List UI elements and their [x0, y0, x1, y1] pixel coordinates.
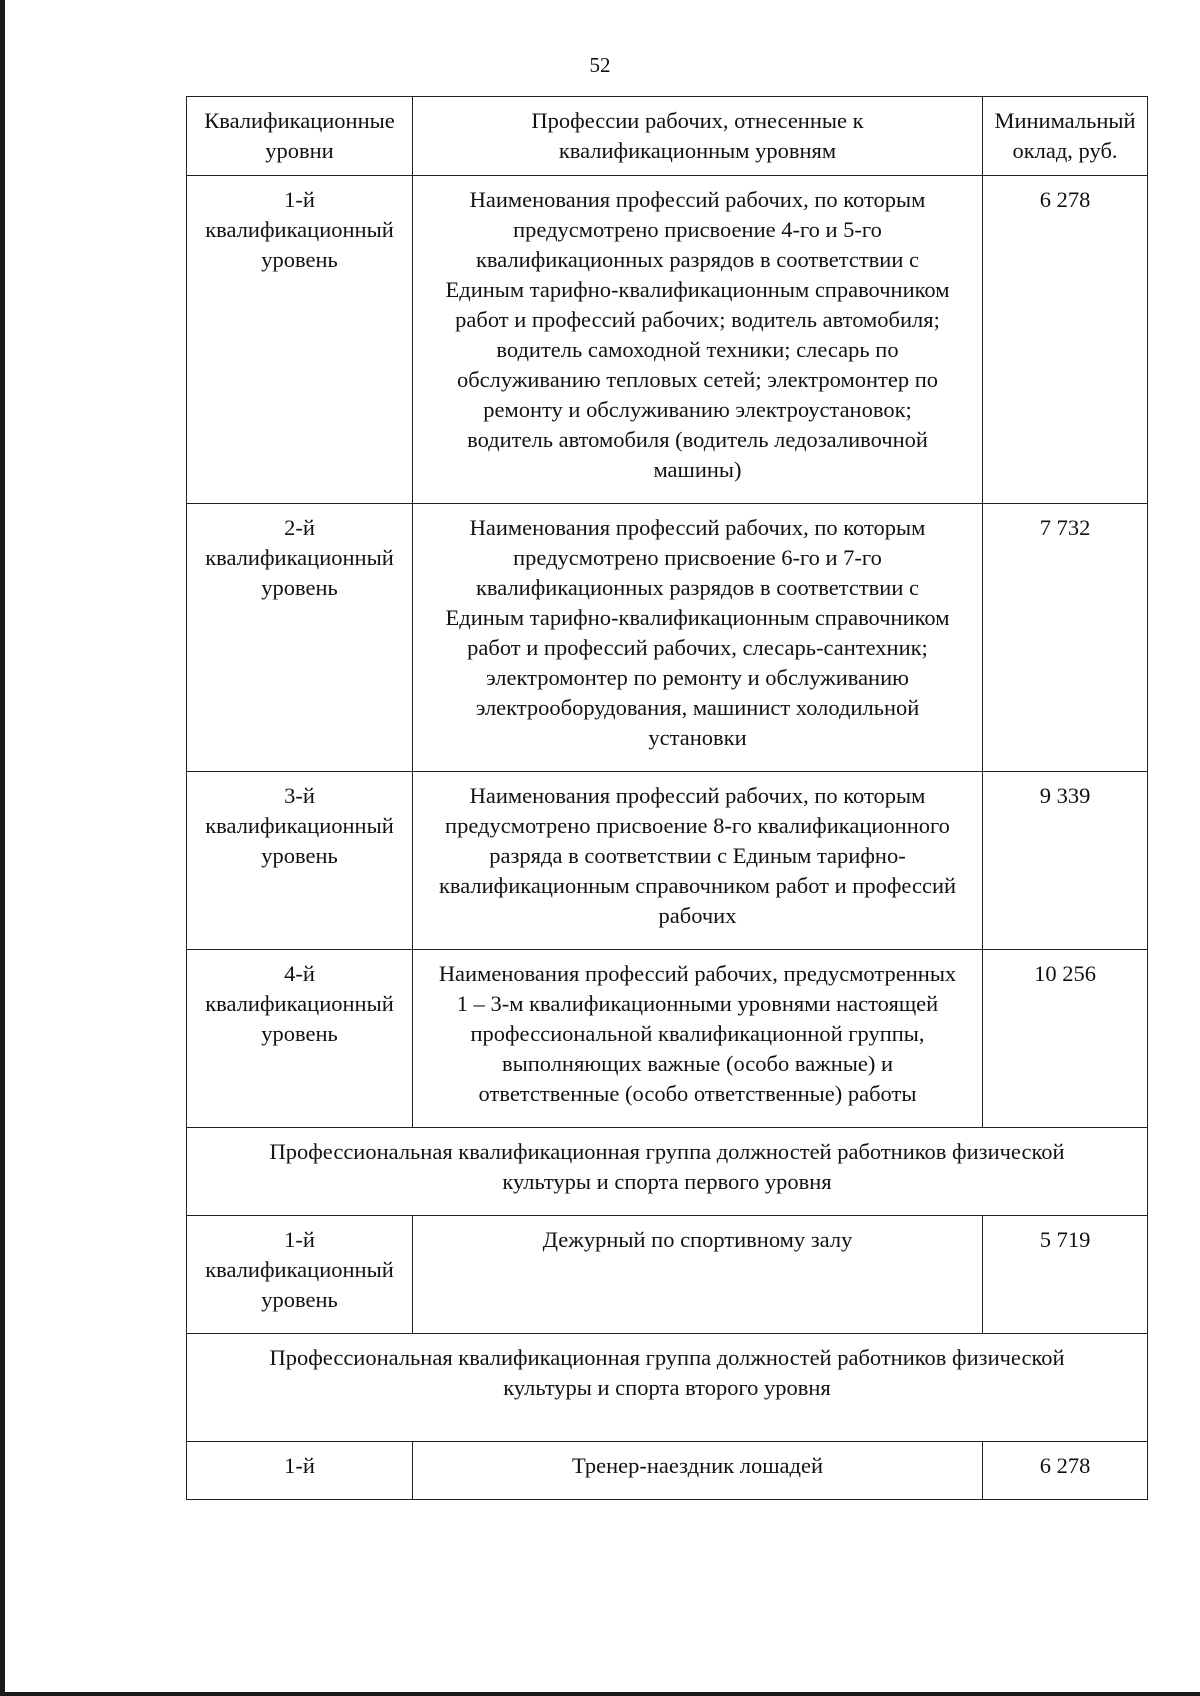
salary-cell: 5 719 [983, 1216, 1148, 1334]
professions-cell: Наименования профессий рабочих, предусмотренных 1 – 3-м квалификационными уровнями настоящей профессиональной квалификационной группы, выполняющих важные (особо важные) и ответственные (особо ответственные) работы [413, 950, 983, 1128]
scan-bottom-edge [0, 1692, 1200, 1696]
professions-cell: Наименования профессий рабочих, по которым предусмотрено присвоение 8-го квалификационного разряда в соответствии с Единым тарифно- квалификационным справочником работ и профессий рабочих [413, 772, 983, 950]
qualification-table [186, 96, 1148, 1500]
salary-cell: 9 339 [983, 772, 1148, 950]
table-row [187, 1216, 1148, 1334]
group-title-first-level: Профессиональная квалификационная группа должностей работников физической культуры и спорта первого уровня [187, 1128, 1148, 1216]
level-cell: 1-й [187, 1442, 413, 1500]
table-row [187, 772, 1148, 950]
level-cell: 3-й квалификационный уровень [187, 772, 413, 950]
level-cell: 4-й квалификационный уровень [187, 950, 413, 1128]
table-row [187, 504, 1148, 772]
salary-cell: 10 256 [983, 950, 1148, 1128]
level-cell: 2-й квалификационный уровень [187, 504, 413, 772]
level-cell: 1-й квалификационный уровень [187, 1216, 413, 1334]
header-level: Квалификационные уровни [187, 97, 413, 176]
professions-cell: Тренер-наездник лошадей [413, 1442, 983, 1500]
table-header-row [187, 97, 1148, 176]
professions-cell: Наименования профессий рабочих, по которым предусмотрено присвоение 4-го и 5-го квалификационных разрядов в соответствии с Единым тарифно-квалификационным справочником работ и профессий рабочих; водитель автомобиля; водитель самоходной техники; слесарь по обслуживанию тепловых сетей; электромонтер по ремонту и обслуживанию электроустановок; водитель автомобиля (водитель ледозаливочной машины) [413, 176, 983, 504]
header-salary: Минимальный оклад, руб. [983, 97, 1148, 176]
professions-cell: Дежурный по спортивному залу [413, 1216, 983, 1334]
header-professions: Профессии рабочих, отнесенные к квалификационным уровням [413, 97, 983, 176]
group-title-row [187, 1334, 1148, 1442]
level-cell: 1-й квалификационный уровень [187, 176, 413, 504]
salary-cell: 6 278 [983, 176, 1148, 504]
salary-cell: 7 732 [983, 504, 1148, 772]
scan-left-edge [0, 0, 5, 1696]
group-title-row [187, 1128, 1148, 1216]
table-row [187, 1442, 1148, 1500]
professions-cell: Наименования профессий рабочих, по которым предусмотрено присвоение 6-го и 7-го квалификационных разрядов в соответствии с Единым тарифно-квалификационным справочником работ и профессий рабочих, слесарь-сантехник; электромонтер по ремонту и обслуживанию электрооборудования, машинист холодильной установки [413, 504, 983, 772]
table-row [187, 176, 1148, 504]
table-row [187, 950, 1148, 1128]
salary-cell: 6 278 [983, 1442, 1148, 1500]
group-title-second-level: Профессиональная квалификационная группа должностей работников физической культуры и спорта второго уровня [187, 1334, 1148, 1442]
page-number: 52 [589, 53, 611, 77]
